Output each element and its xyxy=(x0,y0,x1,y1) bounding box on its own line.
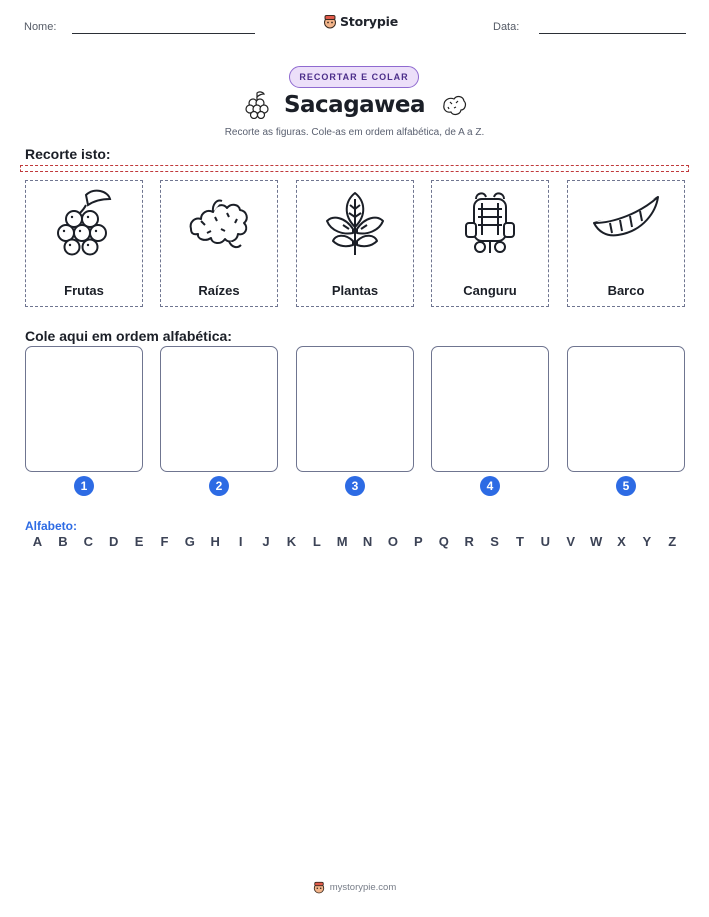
canoe-icon xyxy=(592,189,660,259)
ginger-decoration-icon xyxy=(440,91,468,119)
alphabet-letter: L xyxy=(312,534,321,549)
alphabet-title: Alfabeto: xyxy=(25,519,77,533)
alphabet-letter: T xyxy=(515,534,524,549)
order-number-4: 4 xyxy=(480,476,500,496)
order-number-2: 2 xyxy=(209,476,229,496)
baby-carrier-icon xyxy=(456,189,524,259)
alphabet-letter: K xyxy=(286,534,297,549)
alphabet-letter: V xyxy=(566,534,576,549)
paste-box-1[interactable] xyxy=(25,346,143,472)
storypie-logo xyxy=(323,13,398,29)
cut-card-label: Raízes xyxy=(198,283,240,298)
alphabet-letter: Y xyxy=(642,534,652,549)
footer xyxy=(0,880,709,894)
paste-box-3[interactable] xyxy=(296,346,414,472)
alphabet-letter: U xyxy=(540,534,550,549)
alphabet-letter: D xyxy=(108,534,119,549)
alphabet-row xyxy=(25,534,685,549)
order-number-1: 1 xyxy=(74,476,94,496)
cut-card-label: Barco xyxy=(607,283,645,298)
footer-url[interactable]: mystorypie.com xyxy=(329,881,397,893)
cut-card-barco[interactable] xyxy=(567,180,685,307)
storypie-mascot-icon xyxy=(313,880,325,894)
alphabet-letter: H xyxy=(210,534,220,549)
plant-icon xyxy=(321,189,389,259)
activity-badge: RECORTAR E COLAR xyxy=(289,66,419,88)
page-title: Sacagawea xyxy=(283,92,426,118)
cut-card-label: Frutas xyxy=(64,283,104,298)
paste-section-title: Cole aqui em ordem alfabética: xyxy=(25,328,232,344)
name-field-line[interactable] xyxy=(72,33,255,34)
paste-box-2[interactable] xyxy=(160,346,278,472)
order-number-5: 5 xyxy=(616,476,636,496)
alphabet-letter: Q xyxy=(438,534,449,549)
alphabet-letter: N xyxy=(362,534,373,549)
alphabet-letter: W xyxy=(589,534,603,549)
order-number-3: 3 xyxy=(345,476,365,496)
alphabet-letter: A xyxy=(32,534,43,549)
berries-icon xyxy=(50,189,118,259)
brand-name: Storypie xyxy=(340,13,398,29)
cut-card-label: Plantas xyxy=(331,283,379,298)
alphabet-letter: B xyxy=(58,534,68,549)
instructions: Recorte as figuras. Cole-as em ordem alfabética, de A a Z. xyxy=(224,127,485,138)
cut-card-label: Canguru xyxy=(463,283,517,298)
alphabet-letter: F xyxy=(160,534,169,549)
ginger-root-icon xyxy=(185,189,253,259)
alphabet-letter: P xyxy=(414,534,423,549)
paste-box-4[interactable] xyxy=(431,346,549,472)
storypie-mascot-icon xyxy=(323,13,337,29)
date-label: Data: xyxy=(493,21,520,33)
alphabet-letter: E xyxy=(134,534,144,549)
cut-section-title: Recorte isto: xyxy=(25,146,111,162)
alphabet-letter: R xyxy=(464,534,474,549)
alphabet-letter: M xyxy=(336,534,348,549)
alphabet-letter: I xyxy=(238,534,243,549)
cut-line xyxy=(20,165,689,172)
alphabet-letter: X xyxy=(617,534,626,549)
cut-card-plantas[interactable] xyxy=(296,180,414,307)
cut-card-frutas[interactable] xyxy=(25,180,143,307)
alphabet-letter: S xyxy=(490,534,499,549)
paste-box-5[interactable] xyxy=(567,346,685,472)
alphabet-letter: Z xyxy=(668,534,677,549)
cut-card-canguru[interactable] xyxy=(431,180,549,307)
alphabet-letter: C xyxy=(83,534,93,549)
alphabet-letter: G xyxy=(184,534,195,549)
alphabet-letter: O xyxy=(387,534,399,549)
cut-card-raizes[interactable] xyxy=(160,180,278,307)
alphabet-letter: J xyxy=(262,534,270,549)
name-label: Nome: xyxy=(24,21,57,33)
date-field-line[interactable] xyxy=(539,33,686,34)
